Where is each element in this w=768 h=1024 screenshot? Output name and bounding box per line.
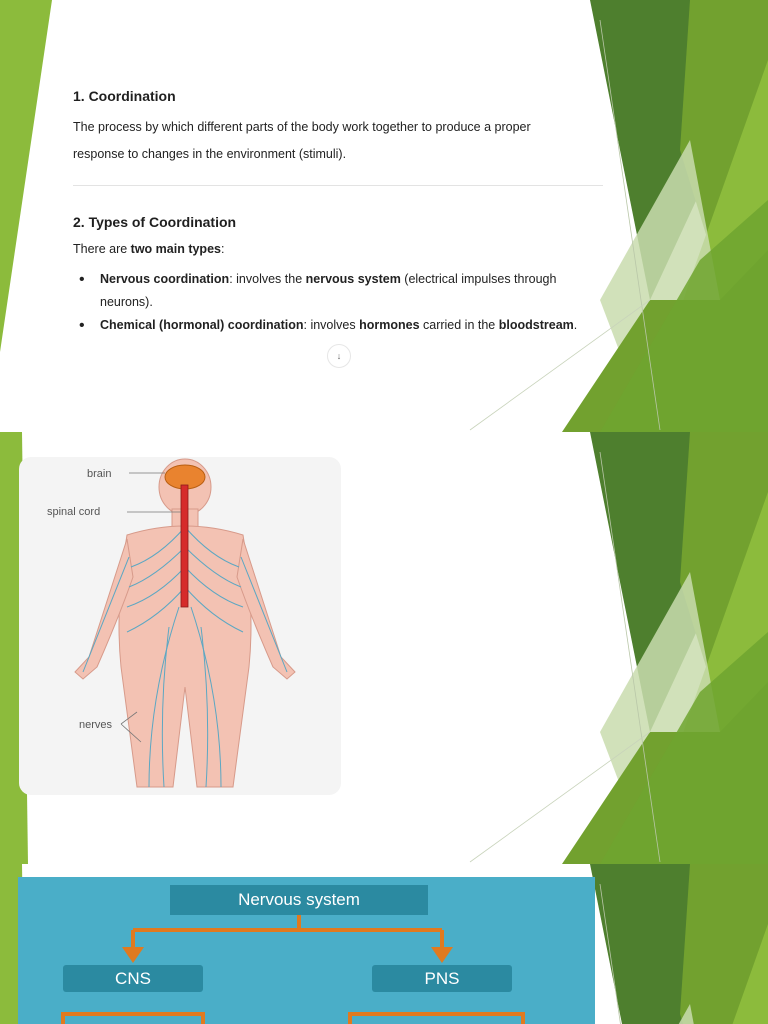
slide-nervous-diagram — [0, 432, 768, 864]
nerves-label: nerves — [79, 719, 113, 731]
heading-coordination: 1. Coordination — [73, 88, 176, 104]
coordination-definition: The process by which different parts of the body work together to produce a proper response to changes in the environment (stimuli). — [73, 120, 531, 161]
types-list — [73, 268, 603, 337]
slide-coordination — [0, 0, 768, 432]
list-item-nervous: • Nervous coordination: involves the nervous system (electrical impulses through neurons). — [73, 268, 603, 314]
section-divider — [73, 185, 603, 186]
pns-node: PNS — [372, 965, 512, 992]
slide-nervous-flowchart — [0, 864, 768, 1024]
spinal-cord-label: spinal cord — [47, 506, 101, 518]
brain-label: brain — [87, 468, 112, 480]
nervous-system-flowchart — [18, 877, 595, 1024]
heading-types: 2. Types of Coordination — [73, 214, 237, 230]
nervous-system-node: Nervous system — [170, 885, 428, 915]
list-item-chemical: • Chemical (hormonal) coordination: involves hormones carried in the bloodstream. — [73, 314, 603, 337]
types-intro: There are two main types: — [73, 242, 225, 256]
nervous-system-illustration — [19, 457, 341, 795]
cns-node: CNS — [63, 965, 203, 992]
scroll-down-indicator[interactable]: ↓ — [327, 344, 351, 368]
